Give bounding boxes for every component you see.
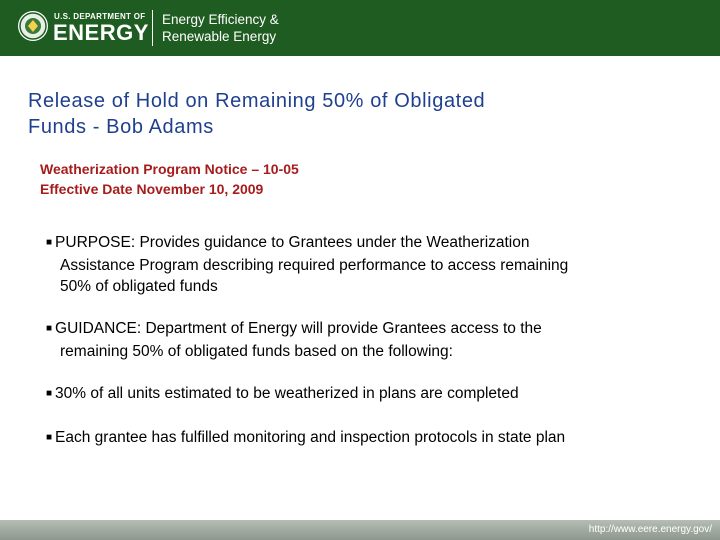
bullet-marker: ■ [46,388,53,399]
doe-seal-logo [18,11,48,41]
title-line-1: Release of Hold on Remaining 50% of Obligated [28,90,486,112]
effective-date: Effective Date November 10, 2009 [40,181,264,197]
office-line-2: Renewable Energy [162,29,277,44]
notice-number: Weatherization Program Notice – 10-05 [40,161,299,177]
energy-wordmark: ENERGY [53,20,149,45]
bullet-marker: ■ [46,432,53,443]
bullet-monitoring [46,427,706,450]
footer-bar [0,520,720,540]
title-line-2: Funds - Bob Adams [28,116,214,138]
slide-title [28,88,698,140]
footer-url-link[interactable]: http://www.eere.energy.gov/ [588,524,712,535]
bullet-purpose [46,232,666,297]
bullet-text: GUIDANCE: Department of Energy will provide Grantees access to the [55,320,542,337]
bullet-text: 30% of all units estimated to be weatherized in plans are completed [55,385,519,402]
office-name [162,11,279,45]
bullet-marker: ■ [46,237,53,248]
program-notice [40,159,299,199]
dept-label: U.S. DEPARTMENT OF [54,12,146,21]
bullet-guidance [46,318,666,362]
bullet-text: remaining 50% of obligated funds based on the following: [60,343,453,360]
bullet-text: 50% of obligated funds [60,278,218,295]
bullet-text: PURPOSE: Provides guidance to Grantees under the Weatherization [55,234,530,251]
bullet-text: Assistance Program describing required performance to access remaining [60,257,569,274]
header-divider [152,10,153,46]
bullet-marker: ■ [46,323,53,334]
office-line-1: Energy Efficiency & [162,12,279,27]
bullet-units-completed [46,383,686,406]
header-banner [0,0,720,56]
bullet-text: Each grantee has fulfilled monitoring and inspection protocols in state plan [55,429,566,446]
